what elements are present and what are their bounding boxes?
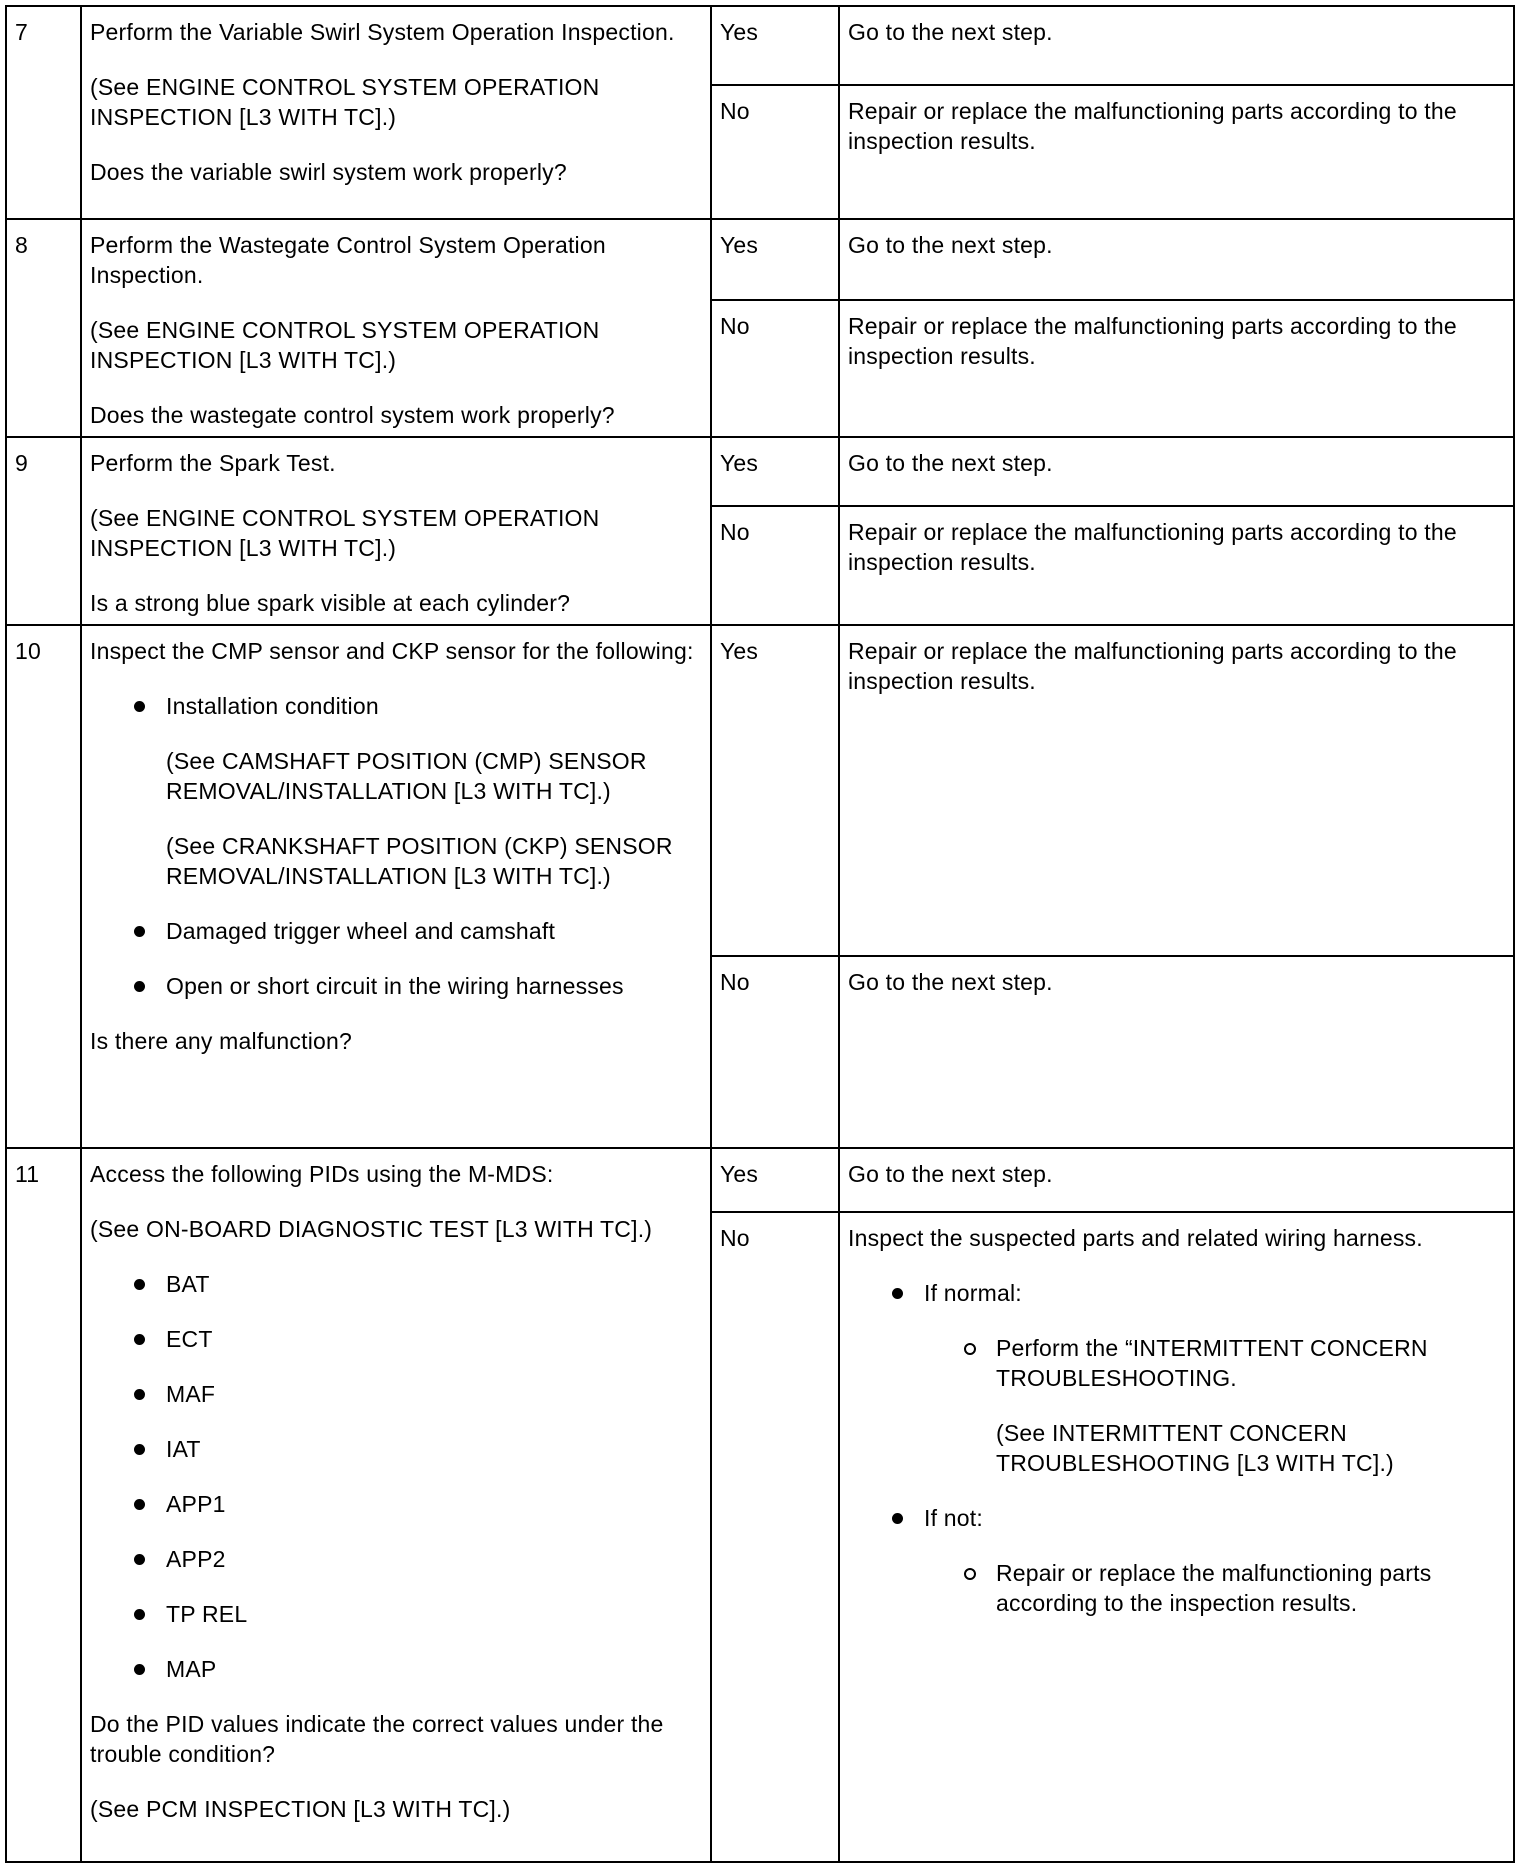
- step-action: [81, 625, 711, 1148]
- condition-label: If normal:: [924, 1280, 1022, 1306]
- action-question: Does the wastegate control system work properly?: [90, 402, 615, 428]
- sub-list: [920, 1558, 1505, 1618]
- list-item: APP2: [90, 1544, 702, 1574]
- action-reference: (See CAMSHAFT POSITION (CMP) SENSOR REMOVAL/INSTALLATION [L3 WITH TC].): [166, 748, 647, 804]
- result-no-label: No: [711, 506, 839, 625]
- step-number: 10: [6, 625, 81, 1148]
- result-yes-action: Go to the next step.: [839, 219, 1514, 300]
- action-instruction: Perform the Variable Swirl System Operation Inspection.: [90, 19, 675, 45]
- list-item-text: Open or short circuit in the wiring harnesses: [166, 973, 624, 999]
- condition-list: [848, 1278, 1505, 1618]
- step-row-11: [6, 1148, 1514, 1212]
- list-item: APP1: [90, 1489, 702, 1519]
- sub-list: [920, 1333, 1505, 1478]
- result-yes-label: Yes: [711, 219, 839, 300]
- pid-list: [90, 1269, 702, 1684]
- step-action: [81, 437, 711, 625]
- list-item: MAP: [90, 1654, 702, 1684]
- list-item-text: Installation condition: [166, 693, 379, 719]
- action-instruction: Access the following PIDs using the M-MDS:: [90, 1161, 554, 1187]
- step-row-7: [6, 6, 1514, 85]
- action-reference: (See ON-BOARD DIAGNOSTIC TEST [L3 WITH TC].): [90, 1216, 653, 1242]
- list-item: [90, 691, 702, 891]
- action-instruction: Perform the Wastegate Control System Operation Inspection.: [90, 232, 606, 288]
- step-number: 7: [6, 6, 81, 219]
- action-instruction: Perform the Spark Test.: [90, 450, 336, 476]
- step-row-8: [6, 219, 1514, 300]
- list-item: IAT: [90, 1434, 702, 1464]
- list-item: MAF: [90, 1379, 702, 1409]
- list-item: [848, 1278, 1505, 1478]
- step-row-10: [6, 625, 1514, 956]
- result-no-action: Repair or replace the malfunctioning parts according to the inspection results.: [839, 506, 1514, 625]
- list-item: BAT: [90, 1269, 702, 1299]
- result-no-label: No: [711, 300, 839, 437]
- result-no-action: Go to the next step.: [839, 956, 1514, 1148]
- action-question: Does the variable swirl system work properly?: [90, 159, 567, 185]
- sub-list-item: [920, 1333, 1505, 1478]
- result-yes-label: Yes: [711, 437, 839, 506]
- action-reference: (See CRANKSHAFT POSITION (CKP) SENSOR REMOVAL/INSTALLATION [L3 WITH TC].): [166, 833, 673, 889]
- step-action: [81, 1148, 711, 1862]
- sub-list-item: [920, 1558, 1505, 1618]
- step-row-9: [6, 437, 1514, 506]
- result-yes-action: Go to the next step.: [839, 1148, 1514, 1212]
- result-no-text: Inspect the suspected parts and related wiring harness.: [848, 1225, 1423, 1251]
- list-item: [90, 971, 702, 1001]
- action-reference: (See ENGINE CONTROL SYSTEM OPERATION INSPECTION [L3 WITH TC].): [90, 74, 600, 130]
- step-number: 8: [6, 219, 81, 437]
- result-yes-label: Yes: [711, 1148, 839, 1212]
- step-number: 9: [6, 437, 81, 625]
- condition-label: If not:: [924, 1505, 983, 1531]
- result-no-label: No: [711, 85, 839, 219]
- list-item: ECT: [90, 1324, 702, 1354]
- step-action: [81, 6, 711, 219]
- action-question: Is there any malfunction?: [90, 1028, 352, 1054]
- result-no-action: Repair or replace the malfunctioning parts according to the inspection results.: [839, 300, 1514, 437]
- sub-list-text: Repair or replace the malfunctioning parts according to the inspection results.: [996, 1560, 1432, 1616]
- sub-list-reference: (See INTERMITTENT CONCERN TROUBLESHOOTING [L3 WITH TC].): [996, 1420, 1394, 1476]
- list-item: TP REL: [90, 1599, 702, 1629]
- result-yes-label: Yes: [711, 625, 839, 956]
- result-yes-action: Go to the next step.: [839, 6, 1514, 85]
- list-item-text: Damaged trigger wheel and camshaft: [166, 918, 556, 944]
- action-reference: (See PCM INSPECTION [L3 WITH TC].): [90, 1796, 511, 1822]
- action-reference: (See ENGINE CONTROL SYSTEM OPERATION INSPECTION [L3 WITH TC].): [90, 505, 600, 561]
- action-instruction: Inspect the CMP sensor and CKP sensor for the following:: [90, 638, 694, 664]
- result-yes-action: Repair or replace the malfunctioning parts according to the inspection results.: [839, 625, 1514, 956]
- list-item: [848, 1503, 1505, 1618]
- diagnostic-procedure-table: [5, 5, 1515, 1863]
- result-yes-action: Go to the next step.: [839, 437, 1514, 506]
- result-no-action: Repair or replace the malfunctioning parts according to the inspection results.: [839, 85, 1514, 219]
- step-number: 11: [6, 1148, 81, 1862]
- list-item: [90, 916, 702, 946]
- result-no-action: [839, 1212, 1514, 1862]
- inspection-list: [90, 691, 702, 1001]
- result-no-label: No: [711, 956, 839, 1148]
- sub-list-text: Perform the “INTERMITTENT CONCERN TROUBLESHOOTING.: [996, 1335, 1428, 1391]
- action-question: Is a strong blue spark visible at each cylinder?: [90, 590, 571, 616]
- action-reference: (See ENGINE CONTROL SYSTEM OPERATION INSPECTION [L3 WITH TC].): [90, 317, 600, 373]
- result-no-label: No: [711, 1212, 839, 1862]
- step-action: [81, 219, 711, 437]
- result-yes-label: Yes: [711, 6, 839, 85]
- action-question: Do the PID values indicate the correct values under the trouble condition?: [90, 1711, 664, 1767]
